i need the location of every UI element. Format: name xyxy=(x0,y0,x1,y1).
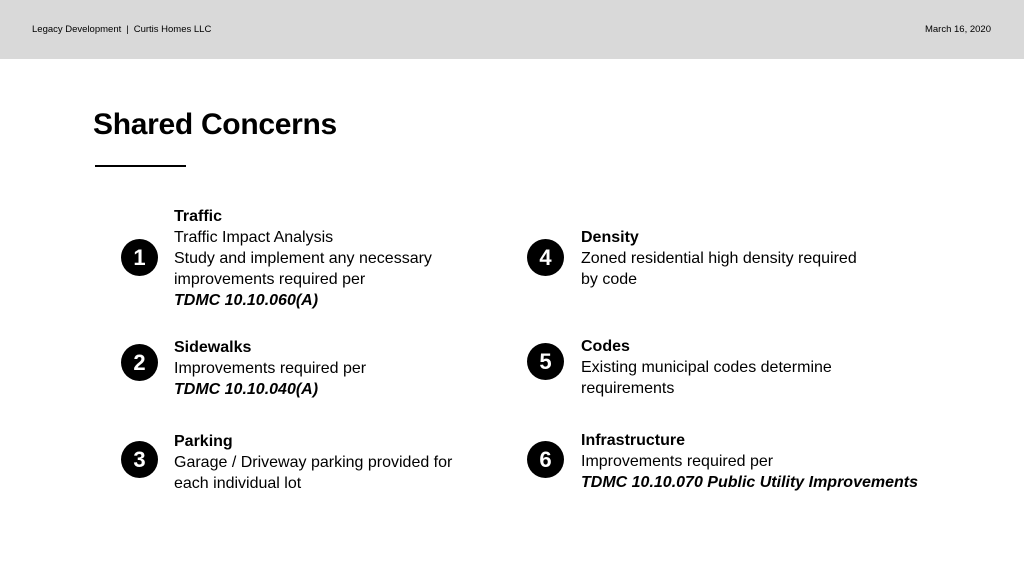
concern-density xyxy=(581,227,857,290)
concern-code-reference: TDMC 10.10.070 Public Utility Improvements xyxy=(581,474,918,491)
concern-line: each individual lot xyxy=(174,475,302,492)
concern-line: Existing municipal codes determine xyxy=(581,359,832,376)
header-separator: | xyxy=(126,24,129,35)
concern-line: Improvements required per xyxy=(174,360,367,377)
concern-title: Infrastructure xyxy=(581,432,686,449)
header-org xyxy=(32,24,211,35)
concern-line: Zoned residential high density required xyxy=(581,250,857,267)
concern-title: Density xyxy=(581,229,639,246)
header-client-name: Curtis Homes LLC xyxy=(133,24,212,35)
concern-codes xyxy=(581,336,832,399)
concern-parking xyxy=(174,431,452,494)
number-badge-3: 3 xyxy=(121,441,158,478)
header-date: March 16, 2020 xyxy=(924,24,991,35)
number-badge-2: 2 xyxy=(121,344,158,381)
page-title: Shared Concerns xyxy=(93,108,337,141)
concern-title: Parking xyxy=(174,433,233,450)
number-badge-4: 4 xyxy=(527,239,564,276)
concern-line: requirements xyxy=(581,380,675,397)
concern-line: Traffic Impact Analysis xyxy=(174,229,334,246)
concern-sidewalks xyxy=(174,337,366,400)
header-org-name: Legacy Development xyxy=(32,24,122,35)
concern-title: Sidewalks xyxy=(174,339,252,356)
concern-infrastructure xyxy=(581,430,918,493)
concern-code-reference: TDMC 10.10.060(A) xyxy=(174,292,319,309)
title-underline xyxy=(95,165,186,167)
concern-line: Garage / Driveway parking provided for xyxy=(174,454,453,471)
concern-code-reference: TDMC 10.10.040(A) xyxy=(174,381,319,398)
header-bar xyxy=(0,0,1024,59)
concern-title: Codes xyxy=(581,338,630,355)
concern-traffic xyxy=(174,206,432,311)
concern-line: Improvements required per xyxy=(581,453,774,470)
concern-line: improvements required per xyxy=(174,271,366,288)
number-badge-6: 6 xyxy=(527,441,564,478)
number-badge-1: 1 xyxy=(121,239,158,276)
concern-line: by code xyxy=(581,271,638,288)
concern-line: Study and implement any necessary xyxy=(174,250,432,267)
number-badge-5: 5 xyxy=(527,343,564,380)
concern-title: Traffic xyxy=(174,208,223,225)
